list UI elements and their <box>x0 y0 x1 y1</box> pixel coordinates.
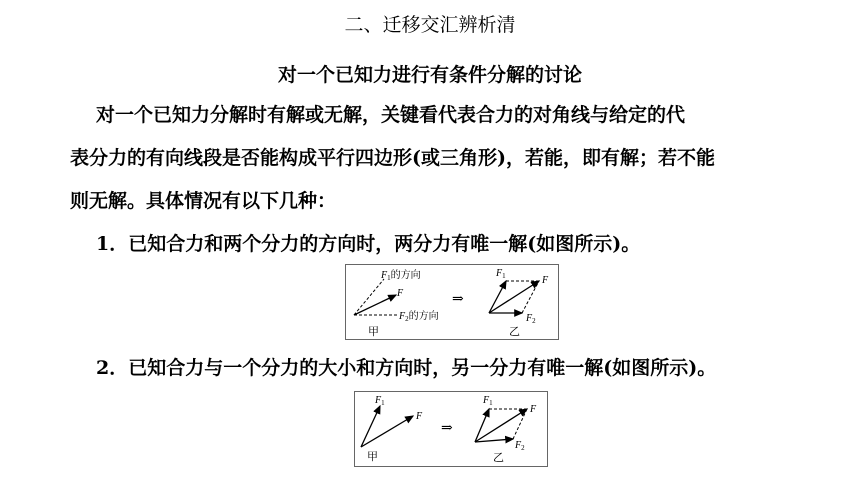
f1-label-right: $F_1$ <box>483 395 493 407</box>
figure-2-left-caption: 甲 <box>367 451 378 463</box>
section-heading: 二、迁移交汇辨析清 <box>344 14 516 36</box>
f-label: F <box>397 288 404 299</box>
f-label-right: F <box>530 404 537 415</box>
f2-label: $F_2$ <box>526 313 536 325</box>
section-subheading: 对一个已知力进行有条件分解的讨论 <box>277 64 582 86</box>
resultant-force-arrow <box>354 295 396 315</box>
implies-arrow: ⇒ <box>452 292 464 307</box>
figure-1-left-caption: 甲 <box>368 326 379 338</box>
f-label: F <box>416 411 423 422</box>
figure-2-right-caption: 乙 <box>493 452 504 464</box>
paragraph-line-3: 则无解。具体情况有以下几种： <box>70 190 337 212</box>
f1-label: $F_1$ <box>496 268 506 280</box>
figure-two-directions <box>345 264 559 340</box>
f2-component-arrow <box>475 439 513 442</box>
figure-1-diagram <box>346 265 558 339</box>
f1-direction-line <box>354 279 384 315</box>
figure-one-component <box>354 391 548 467</box>
f1-direction-label: $F_1$的方向 <box>381 270 421 282</box>
paragraph-line-1: 对一个已知力分解时有解或无解，关键看代表合力的对角线与给定的代 <box>96 104 686 126</box>
figure-2-diagram <box>355 392 547 466</box>
f2-label: $F_2$ <box>515 440 525 452</box>
f1-label: $F_1$ <box>375 395 385 407</box>
figure-1-right-caption: 乙 <box>509 326 520 338</box>
case-2-text: 2．已知合力与一个分力的大小和方向时，另一分力有唯一解(如图所示)。 <box>96 357 717 379</box>
implies-arrow: ⇒ <box>441 421 453 436</box>
resultant-arrow <box>475 409 527 442</box>
f2-direction-label: $F_2$的方向 <box>399 311 439 323</box>
resultant-arrow <box>489 281 539 313</box>
case-1-text: 1．已知合力和两个分力的方向时，两分力有唯一解(如图所示)。 <box>96 233 641 255</box>
paragraph-line-2: 表分力的有向线段是否能构成平行四边形(或三角形)，若能，即有解；若不能 <box>70 147 715 169</box>
f-label-right: F <box>542 275 549 286</box>
